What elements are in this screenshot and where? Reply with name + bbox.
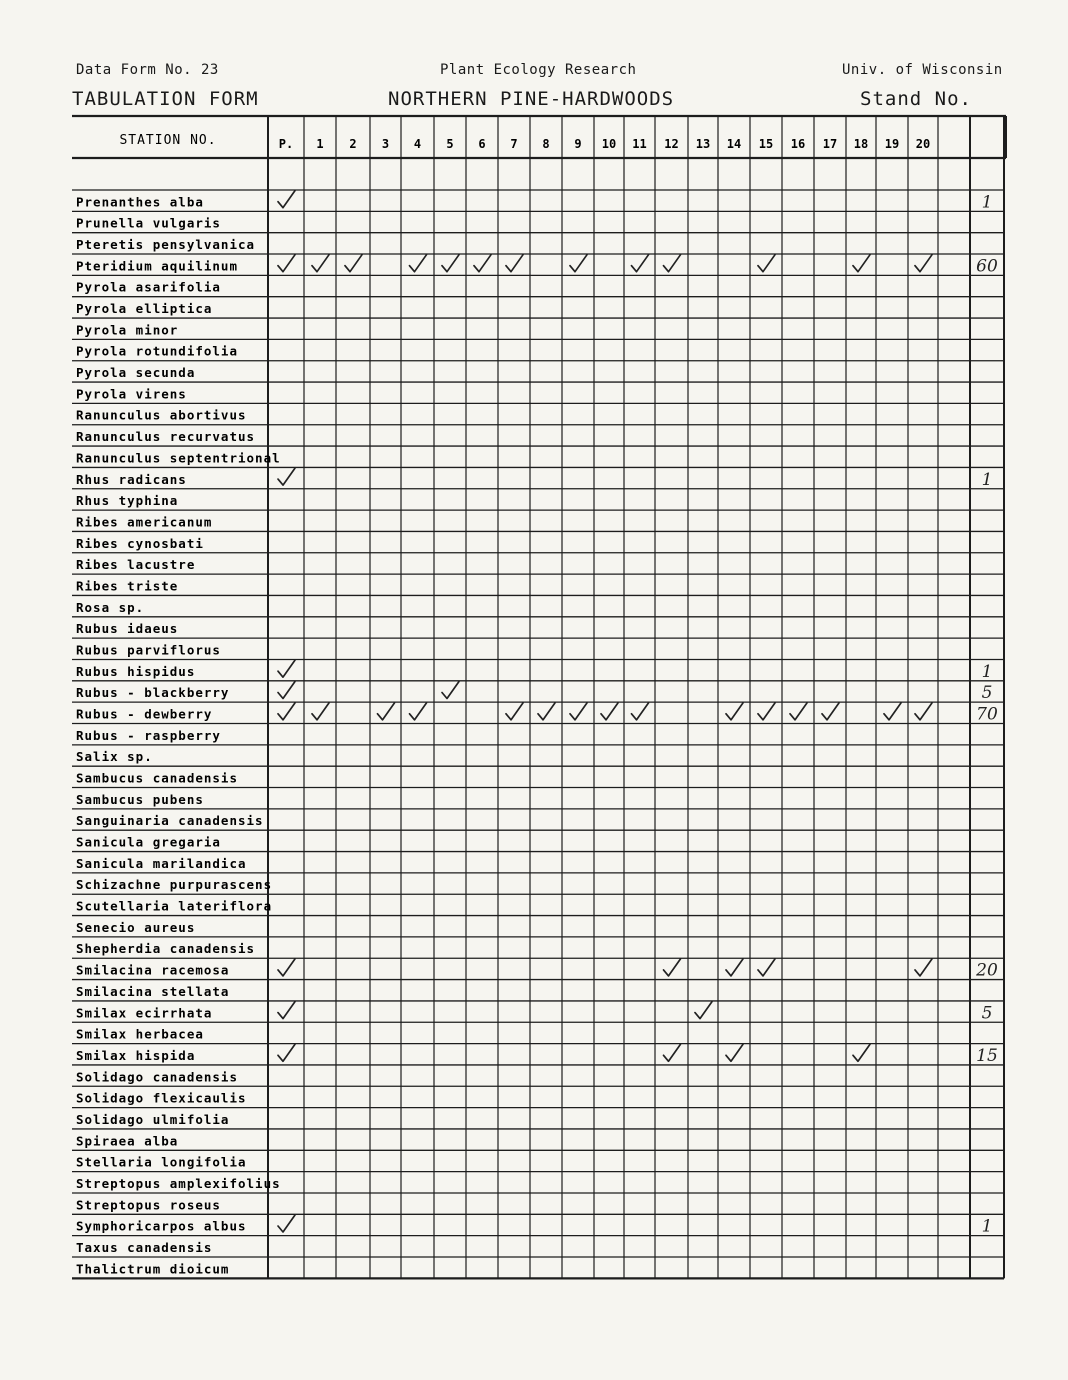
check-mark	[726, 1044, 743, 1061]
species-name: Spiraea alba	[76, 1133, 179, 1149]
check-mark	[726, 703, 743, 720]
column-header: 9	[574, 137, 582, 151]
column-header: 14	[726, 137, 742, 151]
column-header: 16	[790, 137, 806, 151]
species-name: Pyrola rotundifolia	[76, 343, 238, 359]
check-mark	[442, 255, 459, 272]
check-mark	[853, 255, 870, 272]
check-mark	[664, 1044, 681, 1061]
species-name: Solidago ulmifolia	[76, 1111, 230, 1127]
species-name: Smilax ecirrhata	[76, 1005, 213, 1021]
species-name: Ribes americanum	[76, 514, 213, 530]
column-header: 5	[446, 137, 454, 151]
column-header: 2	[349, 137, 357, 151]
check-mark	[312, 703, 329, 720]
check-mark	[601, 703, 618, 720]
check-mark	[442, 681, 459, 698]
column-header: 4	[413, 137, 422, 151]
species-name: Pyrola secunda	[76, 365, 196, 381]
species-name: Rosa sp.	[76, 599, 145, 615]
check-mark	[632, 255, 649, 272]
column-header: 11	[632, 137, 647, 151]
species-name: Ranunculus recurvatus	[76, 429, 256, 445]
check-mark	[664, 959, 681, 976]
check-mark	[758, 703, 775, 720]
check-mark	[278, 1215, 295, 1232]
check-mark	[278, 1044, 295, 1061]
row-total: 70	[976, 704, 998, 725]
check-mark	[506, 255, 523, 272]
species-name: Sambucus pubens	[76, 791, 204, 807]
species-name: Salix sp.	[76, 749, 153, 765]
column-header: 17	[822, 137, 838, 151]
species-name: Pteridium aquilinum	[76, 258, 238, 274]
column-header: 13	[695, 137, 711, 151]
column-header: P.	[278, 137, 294, 151]
species-name: Scutellaria lateriflora	[76, 898, 273, 914]
check-mark	[410, 703, 427, 720]
species-name: Taxus canadensis	[76, 1240, 213, 1255]
column-header: 10	[601, 137, 617, 151]
check-mark	[570, 255, 587, 272]
check-mark	[278, 660, 295, 677]
check-mark	[278, 255, 295, 272]
check-mark	[278, 468, 295, 485]
row-total: 1	[981, 661, 993, 682]
check-mark	[278, 703, 295, 720]
species-name: Solidago canadensis	[76, 1069, 238, 1085]
row-total: 5	[981, 1003, 993, 1024]
species-name: Smilacina racemosa	[76, 962, 230, 978]
species-name: Ranunculus septentrional	[76, 450, 281, 466]
species-name: Shepherdia canadensis	[76, 941, 256, 957]
check-mark	[410, 255, 427, 272]
row-total: 1	[981, 469, 993, 490]
species-name: Smilax hispida	[76, 1047, 196, 1063]
station-no-label: STATION NO.	[119, 133, 217, 148]
species-name: Symphoricarpos albus	[76, 1218, 247, 1234]
species-name: Schizachne purpurascens	[76, 877, 273, 893]
row-total: 5	[981, 683, 993, 704]
column-header: 3	[381, 137, 390, 151]
check-mark	[345, 255, 362, 272]
check-mark	[822, 703, 839, 720]
column-header: 6	[478, 137, 486, 151]
species-name: Streptopus roseus	[76, 1197, 221, 1213]
species-name: Pteretis pensylvanica	[76, 237, 256, 253]
species-name: Streptopus amplexifolius	[76, 1175, 281, 1191]
check-mark	[278, 1002, 295, 1019]
check-mark	[278, 959, 295, 976]
species-name: Rubus parviflorus	[76, 642, 221, 658]
column-header: 7	[510, 137, 518, 151]
species-name: Senecio aureus	[76, 919, 196, 935]
check-mark	[695, 1002, 712, 1019]
species-name: Sanguinaria canadensis	[76, 813, 264, 829]
row-total: 20	[976, 960, 998, 981]
species-name: Rubus hispidus	[76, 663, 196, 679]
species-name: Rhus typhina	[76, 493, 179, 509]
species-name: Prunella vulgaris	[76, 215, 221, 231]
check-mark	[632, 703, 649, 720]
check-mark	[884, 703, 901, 720]
row-total: 1	[981, 1216, 993, 1237]
species-name: Pyrola minor	[76, 322, 179, 338]
check-mark	[853, 1044, 870, 1061]
species-name: Rhus radicans	[76, 471, 187, 487]
species-name: Solidago flexicaulis	[76, 1090, 247, 1106]
university: Univ. of Wisconsin	[842, 62, 1003, 78]
column-header: 12	[664, 137, 679, 151]
form-title: TABULATION FORM	[72, 88, 259, 110]
check-mark	[570, 703, 587, 720]
column-header: 15	[758, 137, 774, 151]
species-name: Rubus - dewberry	[76, 706, 213, 722]
check-mark	[915, 255, 932, 272]
species-name: Sanicula gregaria	[76, 834, 221, 850]
row-total: 60	[976, 256, 998, 277]
species-name: Prenanthes alba	[76, 194, 204, 210]
check-mark	[758, 255, 775, 272]
check-mark	[474, 255, 491, 272]
species-name: Ribes cynosbati	[76, 535, 204, 551]
column-header: 18	[853, 137, 869, 151]
form-number: Data Form No. 23	[76, 62, 219, 78]
check-mark	[506, 703, 523, 720]
species-name: Ranunculus abortivus	[76, 407, 247, 423]
species-name: Pyrola virens	[76, 386, 187, 402]
species-name: Pyrola elliptica	[76, 301, 213, 317]
column-header: 20	[915, 137, 931, 151]
column-header: 1	[316, 137, 324, 151]
row-total: 1	[981, 192, 993, 213]
species-name: Ribes triste	[76, 578, 179, 594]
check-mark	[538, 703, 555, 720]
column-header: 8	[542, 137, 550, 151]
species-name: Stellaria longifolia	[76, 1154, 247, 1170]
species-name: Sanicula marilandica	[76, 855, 247, 871]
row-total: 15	[976, 1045, 998, 1066]
organization: Plant Ecology Research	[440, 62, 637, 78]
species-name: Ribes lacustre	[76, 557, 196, 573]
community-title: NORTHERN PINE-HARDWOODS	[388, 88, 675, 110]
species-name: Thalictrum dioicum	[76, 1261, 230, 1277]
species-name: Rubus - blackberry	[76, 685, 230, 701]
check-mark	[726, 959, 743, 976]
check-mark	[278, 191, 295, 208]
check-mark	[790, 703, 807, 720]
species-name: Rubus - raspberry	[76, 727, 221, 743]
species-name: Smilax herbacea	[76, 1026, 204, 1042]
stand-number-label: Stand No.	[860, 88, 972, 110]
check-mark	[278, 681, 295, 698]
check-mark	[312, 255, 329, 272]
species-name: Rubus idaeus	[76, 621, 179, 637]
check-mark	[915, 703, 932, 720]
column-header: 19	[884, 137, 900, 151]
species-name: Smilacina stellata	[76, 983, 230, 999]
species-name: Sambucus canadensis	[76, 770, 238, 786]
check-mark	[758, 959, 775, 976]
check-mark	[378, 703, 395, 720]
species-name: Pyrola asarifolia	[76, 279, 221, 295]
check-mark	[915, 959, 932, 976]
check-mark	[664, 255, 681, 272]
